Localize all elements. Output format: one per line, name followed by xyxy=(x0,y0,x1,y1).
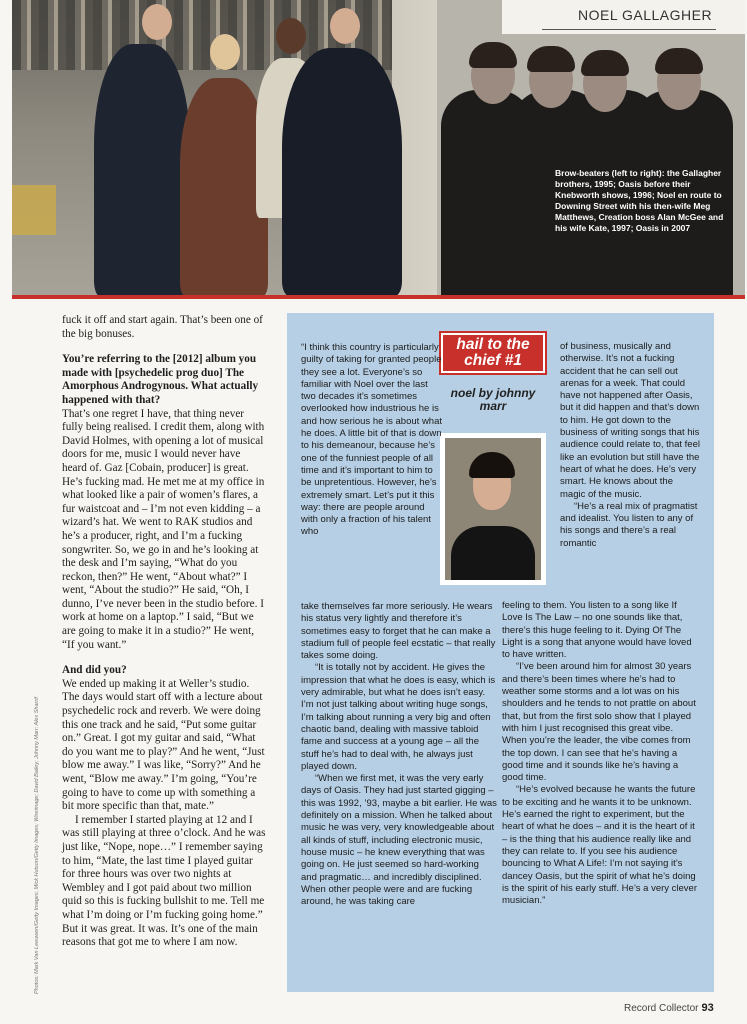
yellow-curb xyxy=(12,185,56,235)
sidebar-text-mid xyxy=(301,601,497,908)
hail-badge xyxy=(439,331,547,375)
sidebar-paragraph: “He’s evolved because he wants the future to be exciting and he wants it to be unknown. He’s earned the right to experiment, but the heart of what he does – and it is the heart of it – is the thing that his audience really like and they can relate to. If you see his audience bouncing to What A Life!: I’m not saying it’s dancey Oasis, but the spirit of what he’s doing is the spirit of his early stuff. He’s a very clever musician.” xyxy=(502,784,698,907)
interview-column xyxy=(62,314,267,950)
magazine-name: Record Collector xyxy=(624,1003,699,1014)
johnny-marr-portrait xyxy=(440,433,546,585)
sidebar-paragraph: “When we first met, it was the very early days of Oasis. They had just started gigging – this was 1992, ’93, maybe a bit earlier. He was definitely on a mission. When he talked about music he was very, very knowledgeable about all kinds of stuff, including electronic music, house music – he knew everything that was going on. He just seemed so hard-working and pragmatic… and incredibly disciplined. When other people were and are fucking around, he was taking care xyxy=(301,773,497,908)
figure-kate-head xyxy=(276,18,306,54)
figure-meg-head xyxy=(210,34,240,70)
section-title: NOEL GALLAGHER xyxy=(578,7,713,23)
sidebar-paragraph: “It is totally not by accident. He gives the impression that what he does is easy, which is very admirable, but what he does isn’t easy. I’m not just talking about writing huge songs, I’m talking about running a very big and often chaotic band, dealing with massive tabloid fame and success at a young age – all the stuff he’s had to deal with, he always just played down. xyxy=(301,662,496,772)
sidebar-paragraph: of business, musically and otherwise. It’s not a fucking accident that he can sell out arenas for a week. That could have not happened after Oasis, but it did happen and that’s down to him. He got down to the business of writing songs that his audience could relate to, that feel like an evolution but still have the heart of what he does. He’s very smart. He knows about the magic of the music. xyxy=(560,341,700,500)
figure-meg xyxy=(180,78,268,296)
sidebar-box xyxy=(287,313,714,992)
title-rule xyxy=(542,29,716,30)
portrait-body xyxy=(451,526,535,580)
photo-caption: Brow-beaters (left to right): the Gallagher brothers, 1995; Oasis before their Knebworth shows, 1996; Noel en route to Downing Street with his then-wife Meg Matthews, Creation boss Alan McGee and his wife Kate, 1997; Oasis in 2007 xyxy=(555,168,724,233)
band-member-3-hair xyxy=(581,50,629,76)
hero-photo xyxy=(12,0,745,296)
interview-paragraph: fuck it off and start again. That’s been one of the big bonuses. xyxy=(62,314,263,340)
sidebar-paragraph: take themselves far more seriously. He wears his status very lightly and therefore it’s sometimes easy to forget that he can make a stadium full of people feel ecstatic – that really takes some doing. xyxy=(301,601,496,662)
page-number: 93 xyxy=(701,1002,714,1014)
interview-paragraph: I remember I started playing at 12 and I was still playing at three o’clock. And he was just like, “Nope, nope…” I remember saying to him, “Mate, the last time I played guitar for three hours was over two nights at Wembley and I got paid about two million quid so this is fucking bullshit to me. Tell me what I’m doing or I’m fucking going home.” But it was great. It was. It’s one of the main reasons that got me to where I am now. xyxy=(62,813,266,949)
band-member-1-hair xyxy=(469,42,517,68)
interview-question: You’re referring to the [2012] album you made with [psychedelic prog duo] The Amorphous Androgynous. What actually happened with that? xyxy=(62,353,259,406)
figure-mcgee xyxy=(94,44,190,296)
sidebar-paragraph: “I’ve been around him for almost 30 years and there’s been times where he’s had to weather some storms and a lot was on his shoulders and he tends to not prattle on about that, but from the first solo show that I played with him I just recognised this great vibe. When you’re the leader, the vibe comes from the top down. I can see that he’s having a good time and it sounds like he’s having a good time. xyxy=(502,661,696,784)
figure-noel-head xyxy=(330,8,360,44)
interview-paragraph: That’s one regret I have, that thing never fully being realised. I credit them, along with David Holmes, with opening a lot of musical doors for me, music I would never have heard of. Gaz [Cobain, producer] is great. He’s fucking mad. He met me at my office in what looked like a pair of women’s flares, a fur waistcoat and – I’m not even kidding – a wizard’s hat. We went to RAK studios and he’s a producer, right, and I’m a fucking songwriter. So, we go in and he’s looking at the desk and I’m saying, “What do you reckon, then?” He went, “About what?” I went, “About the studio?” He said, “Oh, I dunno, I’ve never been in the studio before. I work at home on a laptop.” I said, “But we are going to make it in a studio?” He went, “If you want.” xyxy=(62,407,265,651)
sidebar-text-left xyxy=(301,342,444,539)
interview-question: And did you? xyxy=(62,664,127,677)
sidebar-paragraph: feeling to them. You listen to a song like If Love Is The Law – no one sounds like that, there’s this huge feeling to it. Dying Of The Light is a song that anyone would have loved to have written. xyxy=(502,600,692,661)
portrait-background xyxy=(445,438,541,580)
red-divider xyxy=(12,295,745,299)
figure-noel xyxy=(282,48,402,296)
sidebar-text-right xyxy=(560,341,700,550)
band-member-2-hair xyxy=(527,46,575,72)
figure-mcgee-head xyxy=(142,4,172,40)
portrait-hair xyxy=(469,452,515,478)
sidebar-paragraph: “I think this country is particularly guilty of taking for granted people they see a lot. Everyone’s so familiar with Noel over the last two decades it’s sometimes overlooked how industrious he is and how serious he is about what he does. A little bit of that is down to his demeanour, because he’s one of the funniest people of all time and it’s important to him to be unpretentious. However, he’s extremely smart. Let’s put it this way: there are people around with only a fraction of his talent who xyxy=(301,342,443,538)
band-member-4-hair xyxy=(655,48,703,74)
band-photo xyxy=(437,0,745,296)
sidebar-paragraph: “He’s a real mix of pragmatist and idealist. You listen to any of his songs and there’s a real romantic xyxy=(560,500,698,549)
page-footer xyxy=(624,1002,714,1014)
hail-badge-text: hail to the chief #1 xyxy=(443,335,543,371)
sidebar-byline: noel by johnny marr xyxy=(450,386,536,413)
photo-credit: Photos: Mark Van Leeuwen/Getty Images; Mick Hutson/Getty Images; Wireimage; David Bailey; Johnny Marr: Alex Sharrif xyxy=(34,697,40,994)
sidebar-text-right-lower xyxy=(502,600,700,907)
interview-paragraph: We ended up making it at Weller’s studio. The days would start off with a lecture about psychedelic rock and reverb. We were doing this one track and he said, “Put some guitar on.” Great. I got my guitar and said, “What do you want me to play?” And he went, “Just blow me away.” I was like, “Sorry?” And he went, “Blow me away.” I’m going, “You’re going to have to come up with something a bit more specific than that, mate.” xyxy=(62,677,265,813)
